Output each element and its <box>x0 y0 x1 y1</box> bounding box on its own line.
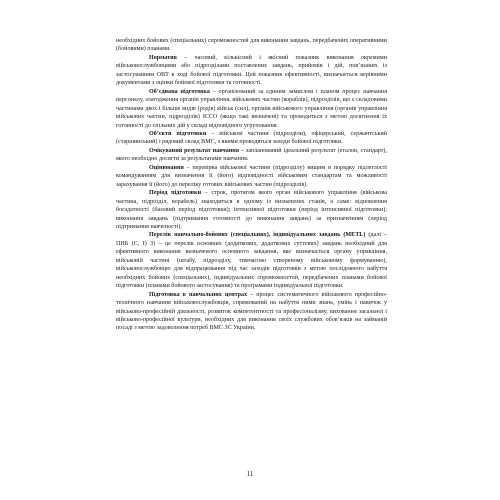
definition-ochikuvanyi-rezultat <box>116 147 387 164</box>
definition-term: Норматив <box>149 54 177 61</box>
definition-period-pidhotovky <box>116 189 387 231</box>
definition-term: Очікуваний результат навчання <box>149 147 240 154</box>
definition-text: – запланований ідеальний результат (еталон, стандарт), якого необхідно досягти за результатами навчання. <box>116 147 387 163</box>
definition-text: – часовий, кількісний і якісний показник виконання окремими військовослужбовцями або підрозділами поставлених завдань, прийомів і дій, пов’язаних із застосуванням ОВТ в ході бойової підготовки. Цей показник ефективності, визначається керівними документами з оцінки бойової підготовки та готовності. <box>116 54 387 87</box>
definition-term: Об’єкти підготовки <box>149 130 207 137</box>
paragraph-continuation <box>116 37 387 54</box>
definition-text: – військові частини (підрозділи), офіцерський, сержантський (старшинський) і рядовий склад ВМС, з якими проводяться заходи бойової підготовки. <box>116 130 387 146</box>
definition-obiekty-pidhotovky <box>116 130 387 147</box>
definition-text: (далі – ПНБ (С, І) З) – це перелік основних (додаткових, додаткових суттєвих) завдань необхідний для ефективного виконання визначеного основного завдання, яке визначається органу управління, військовій частині (штабу, підрозділу, тимчасово створеному військовому формуванню), військовослужбовцю для відпрацювання під час заходів підготовки з метою послідовного набуття необхідних бойових (спеціальних), індивідуальних спроможностей, передбачених планами бойової підготовки (планами бойового застосування) та програмами індивідуальної підготовки. <box>116 232 388 290</box>
definition-text: – перевірка військової частини (підрозділу) вищим в порядку підлеглості командуванням для визначення її (його) відповідності військовим стандартам та можливості зарахування її (його) до переліку готових військових частин (підрозділів). <box>116 164 387 188</box>
definition-text: – процес систематичного військового професійно-технічного навчання військовослужбовців, спрямований на набуття ними знань, умінь і навичок у військово-професійній діяльності, розвиток компетентності та професіоналізму, виховання загальної і військово-професійної культури, необхідних для виконання своїх службових обов’язків на займаній посаді з метою задоволення потреб ВМС ЗС України. <box>116 291 387 332</box>
page-number: 11 <box>246 470 254 478</box>
definition-term: Період підготовки <box>149 190 202 197</box>
page-text-body <box>116 37 387 333</box>
definition-term: Підготовка в навчальних центрах <box>149 291 248 298</box>
definition-text: – строк, протягом якого орган військового управління (військова частина, підрозділ, корабель) знаходиться в одному із визначених станів, а саме: відновлення боєздатності (базовий період підготовки); інтенсивної підготовки (період інтенсивної підготовки); виконання завдань (підтримання готовності до виконання завдань) за призначенням (період підтримання навченості). <box>116 190 387 230</box>
definition-pidhotovka-v-tsentrakh <box>116 291 387 333</box>
paragraph-text: необхідних бойових (спеціальних) спроможностей для виконання завдань, передбачених оперативними (бойовими) планами. <box>116 38 387 53</box>
definition-metl <box>116 231 387 290</box>
definition-text: – організований за єдиним замислом і планом процес навчання персоналу, злагодження органів управління, військових частин (кораблів), підрозділів, що є складовими частинами двох і більше видів (родів) військ (сил), органів військового управління (органів управління військових частин, підрозділів) ІССО (якщо такі визначені) та проводиться з метою досягнення їх готовності до спільних дій у складі відповідного угруповання. <box>116 88 387 129</box>
definition-term: Оцінювання <box>149 164 184 171</box>
definition-term: Об’єднана підготовка <box>149 88 210 95</box>
definition-term: Перелік навчально-бойових (спеціальних), індивідуальних завдань (METL) <box>149 232 366 239</box>
definition-obiednana-pidhotovka <box>116 88 387 130</box>
definition-otsiniuvannia <box>116 164 387 189</box>
definition-normatyv <box>116 54 387 88</box>
